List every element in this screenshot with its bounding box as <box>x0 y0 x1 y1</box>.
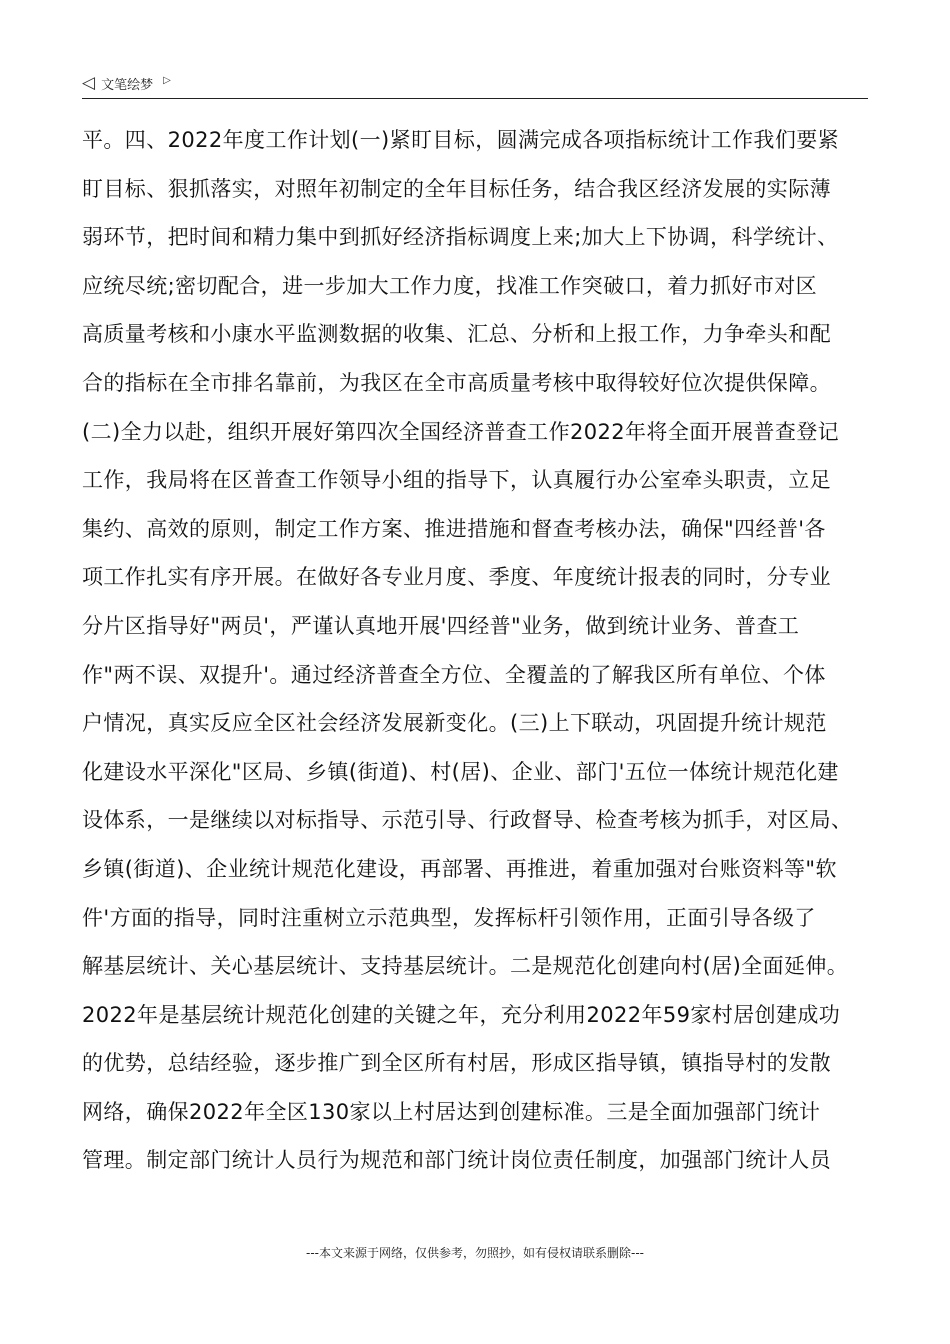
text-line: 合的指标在全市排名靠前，为我区在全市高质量考核中取得较好位次提供保障。 <box>82 370 831 395</box>
text-line: 集约、高效的原则，制定工作方案、推进措施和督查考核办法，确保"四经普'各 <box>82 516 826 541</box>
text-line: 解基层统计、关心基层统计、支持基层统计。二是规范化创建向村(居)全面延伸。 <box>82 954 849 979</box>
page-footer: ---本文来源于网络，仅供参考，勿照抄，如有侵权请联系删除--- <box>306 1246 644 1260</box>
text-line: 应统尽统;密切配合，进一步加大工作力度，找准工作突破口，着力抓好市对区 <box>82 273 818 298</box>
text-line: 平。四、2022年度工作计划(一)紧盯目标，圆满完成各项指标统计工作我们要紧 <box>82 128 840 152</box>
document-body <box>82 116 868 1185</box>
text-line: 网络，确保2022年全区130家以上村居达到创建标准。三是全面加强部门统计 <box>82 1099 821 1124</box>
text-line: 盯目标、狠抓落实，对照年初制定的全年目标任务，结合我区经济发展的实际薄 <box>82 176 831 201</box>
text-line: 作"两不误、双提升'。通过经济普查全方位、全覆盖的了解我区所有单位、个体 <box>82 662 826 687</box>
header-brand: 文笔绘梦 <box>101 77 154 93</box>
triangle-right-icon: ▷ <box>163 74 171 86</box>
text-line: 设体系，一是继续以对标指导、示范引导、行政督导、检查考核为抓手，对区局、 <box>82 808 853 833</box>
text-line: 化建设水平深化"区局、乡镇(街道)、村(居)、企业、部门'五位一体统计规范化建 <box>82 759 839 784</box>
text-line: 件'方面的指导，同时注重树立示范典型，发挥标杆引领作用，正面引导各级了 <box>82 905 816 930</box>
triangle-left-icon: ◁ <box>82 72 96 93</box>
text-line: 项工作扎实有序开展。在做好各专业月度、季度、年度统计报表的同时，分专业 <box>82 565 831 590</box>
text-line: 工作，我局将在区普查工作领导小组的指导下，认真履行办公室牵头职责，立足 <box>82 468 831 493</box>
text-line: 乡镇(街道)、企业统计规范化建设，再部署、再推进，着重加强对台账资料等"软 <box>82 856 837 881</box>
page-header <box>82 72 868 99</box>
text-line: 管理。制定部门统计人员行为规范和部门统计岗位责任制度，加强部门统计人员 <box>82 1148 831 1173</box>
text-line: 的优势，总结经验，逐步推广到全区所有村居，形成区指导镇，镇指导村的发散 <box>82 1051 831 1076</box>
text-line: 户情况，真实反应全区社会经济发展新变化。(三)上下联动，巩固提升统计规范 <box>82 711 827 736</box>
text-line: 高质量考核和小康水平监测数据的收集、汇总、分析和上报工作，力争牵头和配 <box>82 322 831 347</box>
text-line: 分片区指导好"两员'，严谨认真地开展'四经普"业务，做到统计业务、普查工 <box>82 613 800 638</box>
text-line: 2022年是基层统计规范化创建的关键之年，充分利用2022年59家村居创建成功 <box>82 1002 841 1027</box>
text-line: (二)全力以赴，组织开展好第四次全国经济普查工作2022年将全面开展普查登记 <box>82 419 840 444</box>
text-line: 弱环节，把时间和精力集中到抓好经济指标调度上来;加大上下协调，科学统计、 <box>82 225 839 250</box>
